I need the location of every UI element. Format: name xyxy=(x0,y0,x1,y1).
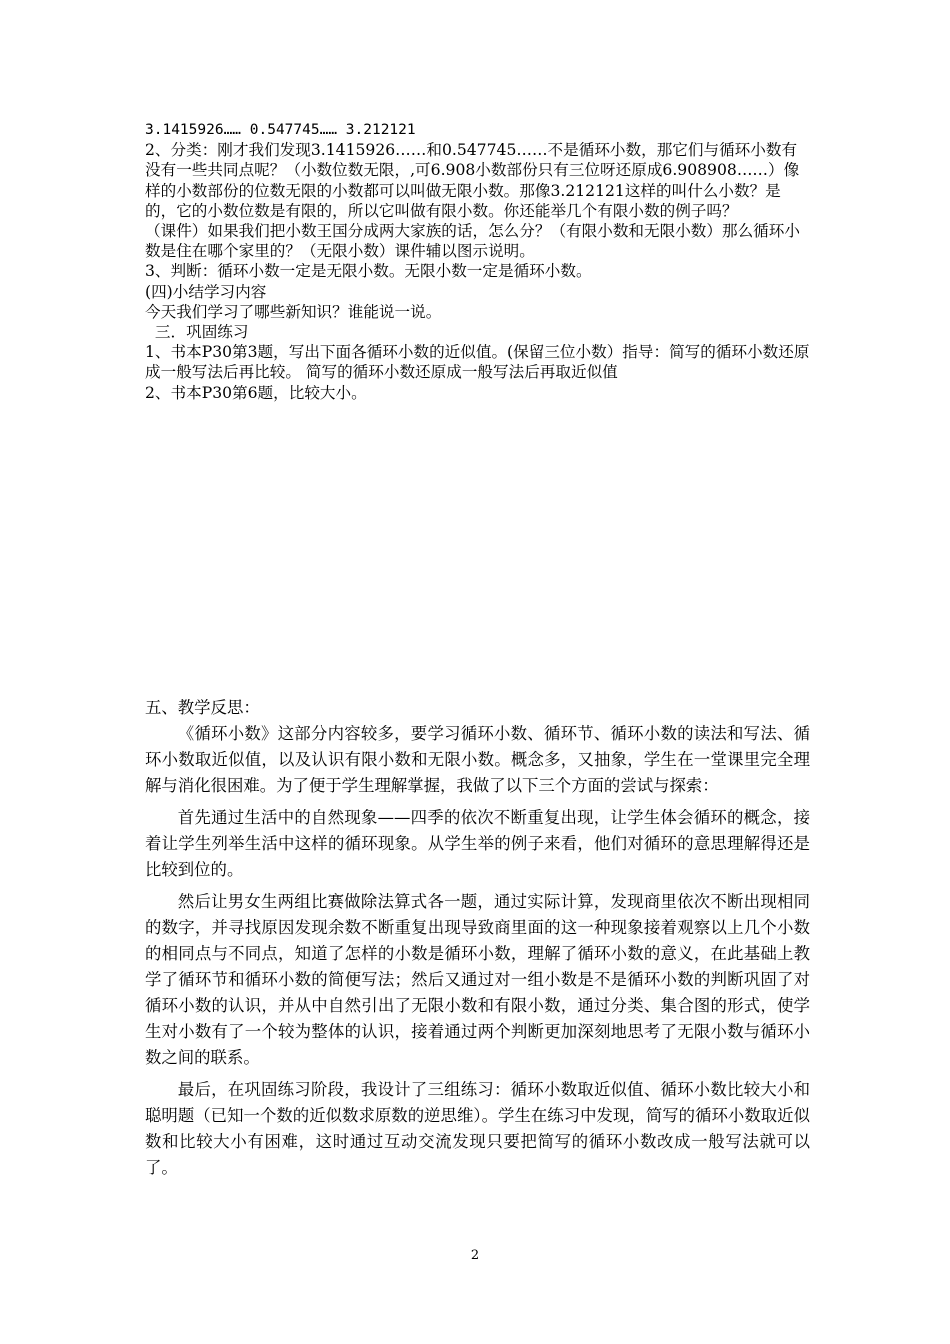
summary-paragraph: 今天我们学习了哪些新知识？谁能说一说。 xyxy=(145,302,442,321)
exercise-1-paragraph: 1、书本P30第3题，写出下面各循环小数的近似值。(保留三位小数）指导：简写的循环小数还原成一般写法后再比较。 简写的循环小数还原成一般写法后再取近似值 xyxy=(145,343,810,382)
teaching-reflection-section xyxy=(145,695,810,1187)
courseware-paragraph: （课件）如果我们把小数王国分成两大家族的话，怎么分？（有限小数和无限小数）那么循环小数是住在哪个家里的？（无限小数）课件辅以图示说明。 xyxy=(145,222,800,261)
reflection-paragraph-3: 然后让男女生两组比赛做除法算式各一题，通过实际计算，发现商里依次不断出现相同的数字，并寻找原因发现余数不断重复出现导致商里面的这一种现象接着观察以上几个小数的相同点与不同点，知道了怎样的小数是循环小数，理解了循环小数的意义，在此基础上教学了循环节和循环小数的简便写法；然后又通过对一组小数是不是循环小数的判断巩固了对循环小数的认识，并从中自然引出了无限小数和有限小数，通过分类、集合图的形式，使学生对小数有了一个较为整体的认识，接着通过两个判断更加深刻地思考了无限小数与循环小数之间的联系。 xyxy=(145,892,810,1067)
reflection-paragraph-2: 首先通过生活中的自然现象——四季的依次不断重复出现，让学生体会循环的概念，接着让学生列举生活中这样的循环现象。从学生举的例子来看，他们对循环的意思理解得还是比较到位的。 xyxy=(145,808,810,879)
reflection-heading: 五、教学反思： xyxy=(145,698,260,717)
reflection-paragraph-4: 最后，在巩固练习阶段，我设计了三组练习：循环小数取近似值、循环小数比较大小和聪明题（已知一个数的近似数求原数的逆思维）。学生在练习中发现，简写的循环小数取近似数和比较大小有困难，这时通过互动交流发现只要把简写的循环小数改成一般写法就可以了。 xyxy=(145,1080,810,1177)
classification-paragraph: 2、分类：刚才我们发现3.1415926……和0.547745……不是循环小数，那它们与循环小数有没有一些共同点呢？（小数位数无限，,可6.908小数部份只有三位呀还原成6.908908……）像样的小数部份的位数无限的小数都可以叫做无限小数。那像3.212121这样的叫什么小数？是的，它的小数位数是有限的，所以它叫做有限小数。你还能举几个有限小数的例子吗？ xyxy=(145,141,800,220)
practice-heading: 三．巩固练习 xyxy=(145,323,249,342)
exercise-2-paragraph: 2、书本P30第6题，比较大小。 xyxy=(145,383,367,402)
judgement-paragraph: 3、判断：循环小数一定是无限小数。无限小数一定是循环小数。 xyxy=(145,262,592,281)
summary-heading: (四)小结学习内容 xyxy=(145,282,267,301)
reflection-paragraph-1: 《循环小数》这部分内容较多，要学习循环小数、循环节、循环小数的读法和写法、循环小数取近似值，以及认识有限小数和无限小数。概念多，又抽象，学生在一堂课里完全理解与消化很困难。为了便于学生理解掌握，我做了以下三个方面的尝试与探索： xyxy=(145,724,810,795)
decimal-examples-line: 3.1415926…… 0.547745…… 3.212121 xyxy=(145,122,416,138)
lesson-steps-section xyxy=(145,120,810,403)
page-number: 2 xyxy=(470,1248,480,1263)
